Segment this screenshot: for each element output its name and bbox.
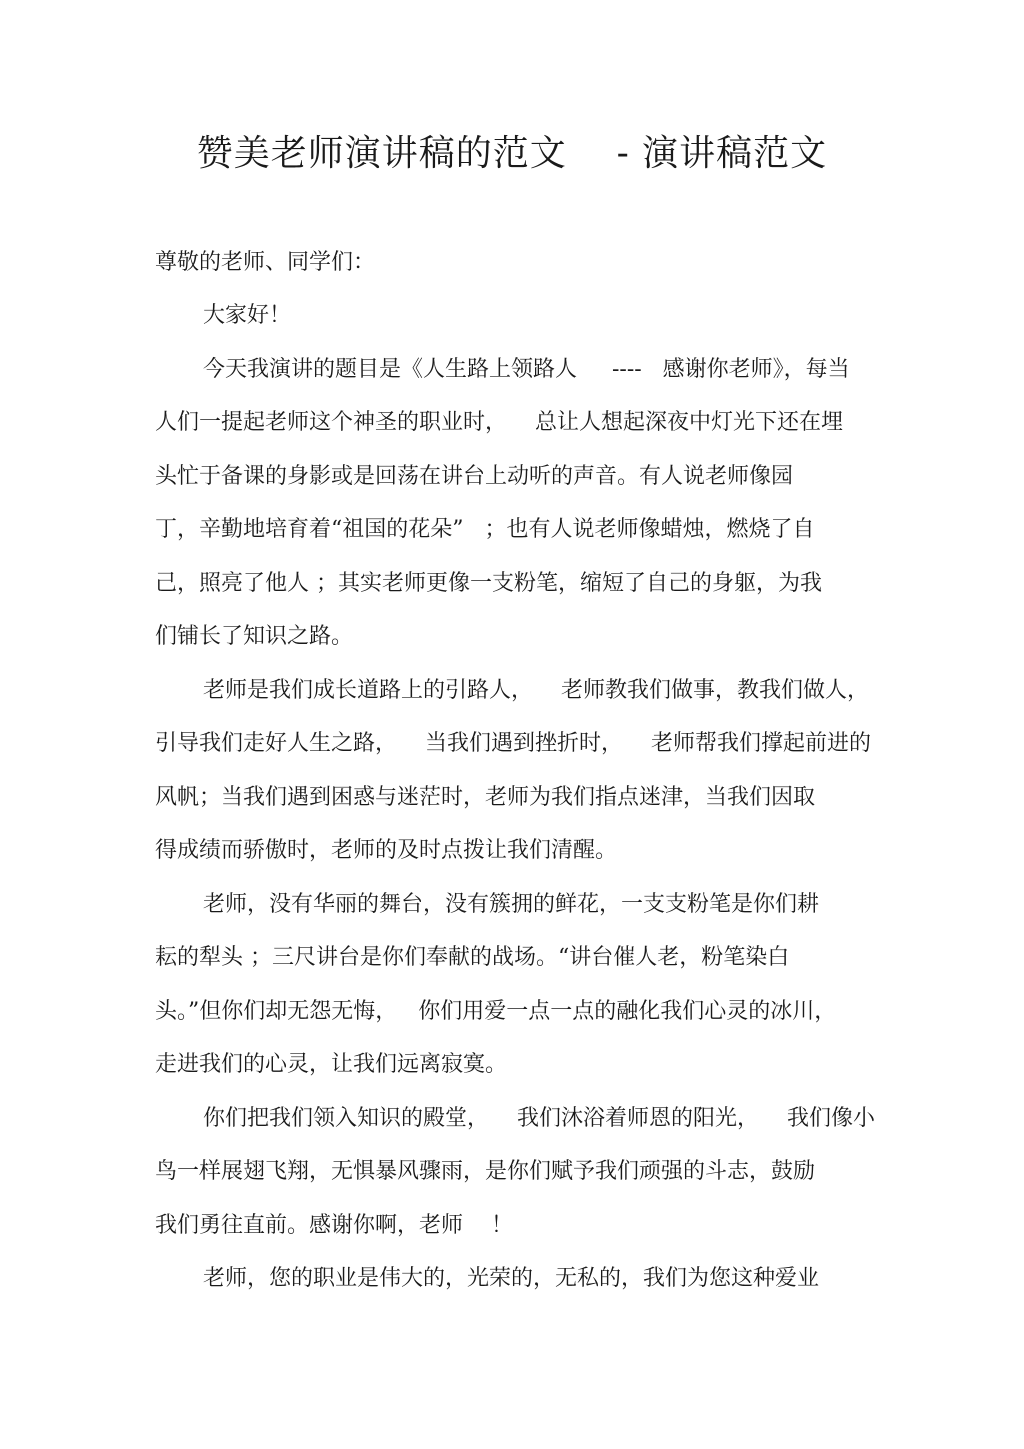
paragraph-line: 得成绩而骄傲时，老师的及时点拨让我们清醒。 (155, 838, 618, 863)
paragraph-line: 大家好！ (203, 303, 292, 328)
paragraph-line: 风帆；当我们遇到困惑与迷茫时，老师为我们指点迷津，当我们因取 (155, 785, 816, 810)
paragraph-line: 老师，您的职业是伟大的，光荣的，无私的，我们为您这种爱业 (203, 1266, 820, 1291)
paragraph-line: 头。”但你们却无怨无悔， 你们用爱一点一点的融化我们心灵的冰川， (155, 999, 837, 1024)
paragraph-line: 你们把我们领入知识的殿堂， 我们沐浴着师恩的阳光， 我们像小 (203, 1106, 875, 1131)
paragraph-line: 丁，辛勤地培育着“祖国的花朵” ；也有人说老师像蜡烛，燃烧了自 (155, 517, 815, 542)
paragraph-line: 我们勇往直前。感谢你啊，老师 ！ (155, 1213, 513, 1238)
greeting-line: 尊敬的老师、同学们： (155, 250, 376, 275)
paragraph-line: 老师，没有华丽的舞台，没有簇拥的鲜花，一支支粉笔是你们耕 (203, 892, 820, 917)
paragraph-line: 们铺长了知识之路。 (155, 624, 354, 649)
paragraph-line: 鸟一样展翅飞翔，无惧暴风骤雨，是你们赋予我们顽强的斗志，鼓励 (155, 1159, 816, 1184)
paragraph-line: 走进我们的心灵，让我们远离寂寞。 (155, 1052, 508, 1077)
paragraph-line: 人们一提起老师这个神圣的职业时， 总让人想起深夜中灯光下还在埋 (155, 410, 843, 435)
paragraph-line: 老师是我们成长道路上的引路人， 老师教我们做事，教我们做人， (203, 678, 869, 703)
paragraph-line: 头忙于备课的身影或是回荡在讲台上动听的声音。有人说老师像园 (155, 464, 794, 489)
document-title: 赞美老师演讲稿的范文 - 演讲稿范文 (196, 133, 828, 174)
paragraph-line: 己，照亮了他人 ；其实老师更像一支粉笔，缩短了自己的身躯，为我 (155, 571, 822, 596)
paragraph-line: 耘的犁头 ；三尺讲台是你们奉献的战场。“讲台催人老，粉笔染白 (155, 945, 790, 970)
paragraph-line: 今天我演讲的题目是《人生路上领路人 ---- 感谢你老师》，每当 (203, 357, 850, 382)
paragraph-line: 引导我们走好人生之路， 当我们遇到挫折时， 老师帮我们撑起前进的 (155, 731, 871, 756)
